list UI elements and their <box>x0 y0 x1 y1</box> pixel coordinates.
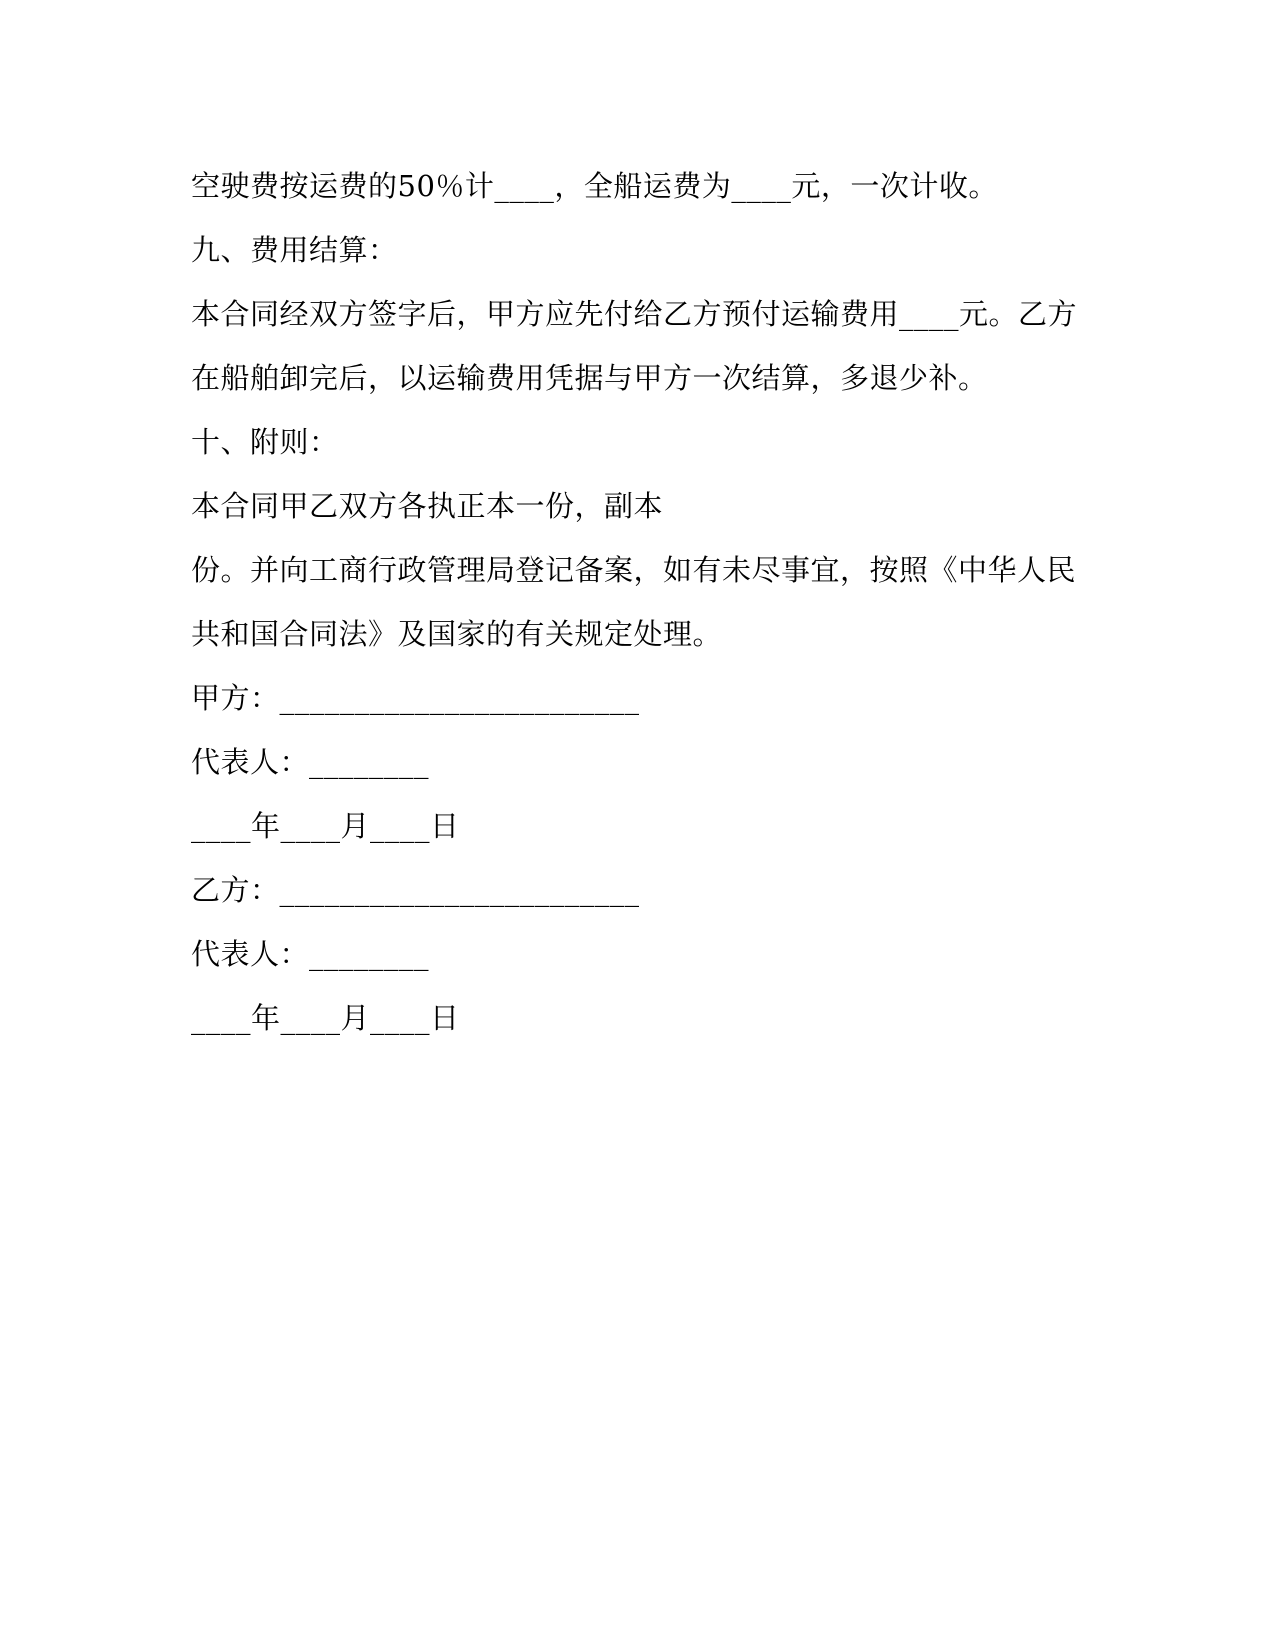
party-b-signature-line: 乙方：________________________ <box>191 873 640 907</box>
party-b-date-line: ____年____月____日 <box>191 1001 460 1035</box>
clause-9-heading: 九、费用结算： <box>191 233 398 267</box>
clause-10-heading: 十、附则： <box>191 425 339 459</box>
clause-9-text-line-1: 本合同经双方签字后，甲方应先付给乙方预付运输费用____元。乙方 <box>191 297 1078 331</box>
clause-10-text-line-2: 份。并向工商行政管理局登记备案，如有未尽事宜，按照《中华人民 <box>191 553 1077 587</box>
clause-8-freight-text: 空驶费按运费的50％计____，全船运费为____元，一次计收。 <box>191 169 998 203</box>
party-b-representative-line: 代表人：________ <box>191 937 430 971</box>
party-a-representative-line: 代表人：________ <box>191 745 430 779</box>
party-a-date-line: ____年____月____日 <box>191 809 460 843</box>
clause-10-text-line-1: 本合同甲乙双方各执正本一份，副本 <box>191 489 664 523</box>
party-a-signature-line: 甲方：________________________ <box>191 681 640 715</box>
clause-9-text-line-2: 在船舶卸完后，以运输费用凭据与甲方一次结算，多退少补。 <box>191 361 988 395</box>
clause-10-text-line-3: 共和国合同法》及国家的有关规定处理。 <box>191 617 723 651</box>
